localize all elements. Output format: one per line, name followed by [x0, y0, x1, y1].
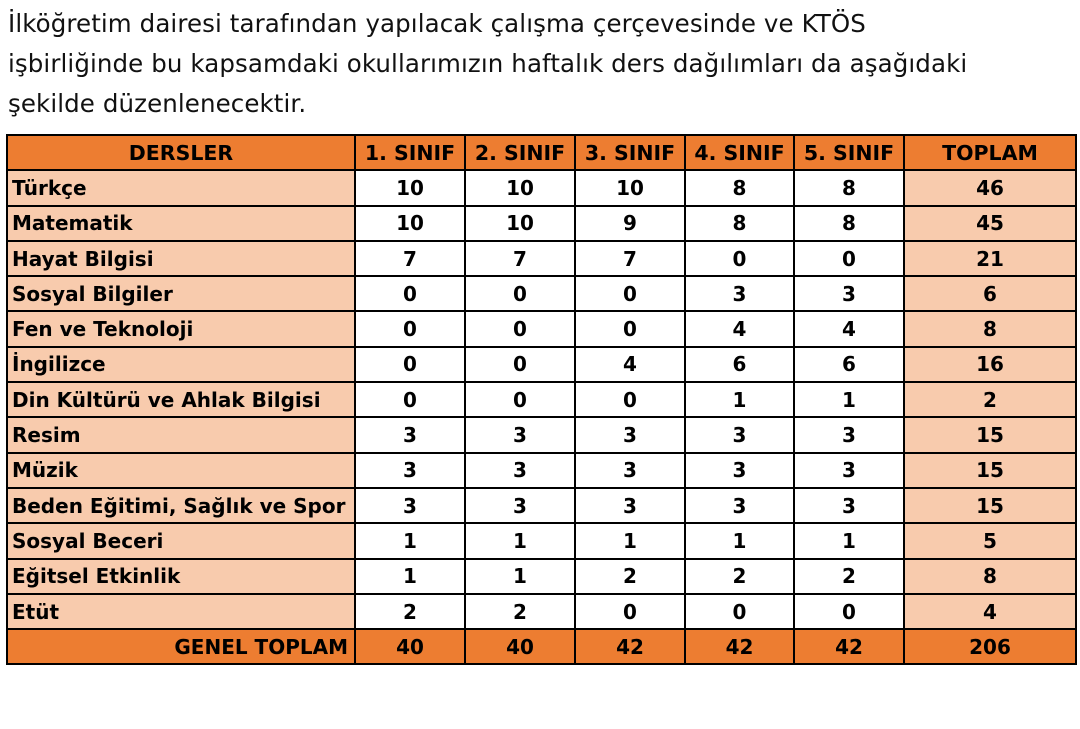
- row-total: 2: [904, 382, 1076, 417]
- grade-1-hours: 7: [355, 241, 465, 276]
- grand-total-cell: 42: [575, 629, 685, 664]
- column-header-subjects: DERSLER: [7, 135, 355, 170]
- column-header-grade-4: 4. SINIF: [685, 135, 794, 170]
- grade-3-hours: 0: [575, 311, 685, 346]
- table-row: [7, 347, 1076, 382]
- table-row: [7, 311, 1076, 346]
- grade-5-hours: 3: [794, 417, 904, 452]
- grade-1-hours: 3: [355, 453, 465, 488]
- table-row: [7, 382, 1076, 417]
- subject-name: Fen ve Teknoloji: [7, 311, 355, 346]
- grade-4-hours: 6: [685, 347, 794, 382]
- grade-5-hours: 0: [794, 594, 904, 629]
- row-total: 16: [904, 347, 1076, 382]
- row-total: 15: [904, 453, 1076, 488]
- grade-3-hours: 7: [575, 241, 685, 276]
- grade-2-hours: 2: [465, 594, 575, 629]
- table-row: [7, 594, 1076, 629]
- subject-name: Müzik: [7, 453, 355, 488]
- column-header-grade-1: 1. SINIF: [355, 135, 465, 170]
- row-total: 8: [904, 311, 1076, 346]
- column-header-total: TOPLAM: [904, 135, 1076, 170]
- grade-5-hours: 6: [794, 347, 904, 382]
- grade-4-hours: 4: [685, 311, 794, 346]
- grade-2-hours: 1: [465, 559, 575, 594]
- grade-2-hours: 3: [465, 453, 575, 488]
- grade-1-hours: 3: [355, 488, 465, 523]
- grade-1-hours: 1: [355, 523, 465, 558]
- grade-4-hours: 3: [685, 453, 794, 488]
- row-total: 8: [904, 559, 1076, 594]
- grade-4-hours: 0: [685, 594, 794, 629]
- column-header-grade-5: 5. SINIF: [794, 135, 904, 170]
- grade-3-hours: 3: [575, 417, 685, 452]
- grade-4-hours: 8: [685, 206, 794, 241]
- grand-total-cell: 42: [685, 629, 794, 664]
- subject-name: Etüt: [7, 594, 355, 629]
- grand-total-cell: 40: [465, 629, 575, 664]
- grade-3-hours: 0: [575, 276, 685, 311]
- subject-name: Sosyal Bilgiler: [7, 276, 355, 311]
- subject-name: Beden Eğitimi, Sağlık ve Spor: [7, 488, 355, 523]
- table-row: [7, 241, 1076, 276]
- grade-5-hours: 3: [794, 488, 904, 523]
- row-total: 15: [904, 488, 1076, 523]
- grade-1-hours: 0: [355, 311, 465, 346]
- column-header-grade-3: 3. SINIF: [575, 135, 685, 170]
- grade-3-hours: 0: [575, 594, 685, 629]
- grade-3-hours: 9: [575, 206, 685, 241]
- grade-4-hours: 3: [685, 276, 794, 311]
- grade-2-hours: 0: [465, 347, 575, 382]
- intro-line: İlköğretim dairesi tarafından yapılacak çalışma çerçevesinde ve KTÖS: [8, 9, 866, 38]
- grade-1-hours: 0: [355, 382, 465, 417]
- grade-4-hours: 1: [685, 523, 794, 558]
- subject-name: Din Kültürü ve Ahlak Bilgisi: [7, 382, 355, 417]
- grade-1-hours: 1: [355, 559, 465, 594]
- grade-3-hours: 10: [575, 170, 685, 205]
- table-row: [7, 488, 1076, 523]
- grade-1-hours: 3: [355, 417, 465, 452]
- table-row: [7, 206, 1076, 241]
- row-total: 46: [904, 170, 1076, 205]
- grade-2-hours: 7: [465, 241, 575, 276]
- grand-total-cell: 42: [794, 629, 904, 664]
- grade-5-hours: 8: [794, 206, 904, 241]
- grade-5-hours: 1: [794, 382, 904, 417]
- row-total: 4: [904, 594, 1076, 629]
- grade-1-hours: 0: [355, 347, 465, 382]
- subject-name: Sosyal Beceri: [7, 523, 355, 558]
- grand-total-sum: 206: [904, 629, 1076, 664]
- grade-5-hours: 4: [794, 311, 904, 346]
- table-row: [7, 523, 1076, 558]
- grade-3-hours: 4: [575, 347, 685, 382]
- subject-name: Matematik: [7, 206, 355, 241]
- row-total: 6: [904, 276, 1076, 311]
- table-body: [7, 170, 1076, 629]
- row-total: 5: [904, 523, 1076, 558]
- grade-4-hours: 0: [685, 241, 794, 276]
- table-row: [7, 417, 1076, 452]
- grade-3-hours: 3: [575, 453, 685, 488]
- grade-1-hours: 0: [355, 276, 465, 311]
- grand-total-label: GENEL TOPLAM: [7, 629, 355, 664]
- grade-2-hours: 3: [465, 417, 575, 452]
- grade-4-hours: 3: [685, 417, 794, 452]
- grade-3-hours: 1: [575, 523, 685, 558]
- grade-5-hours: 3: [794, 276, 904, 311]
- subject-name: Türkçe: [7, 170, 355, 205]
- grand-total-cell: 40: [355, 629, 465, 664]
- grade-2-hours: 0: [465, 276, 575, 311]
- grade-4-hours: 1: [685, 382, 794, 417]
- grade-4-hours: 8: [685, 170, 794, 205]
- grade-5-hours: 8: [794, 170, 904, 205]
- header-row: [7, 135, 1076, 170]
- weekly-lesson-table: [6, 134, 1077, 665]
- row-total: 21: [904, 241, 1076, 276]
- grade-3-hours: 3: [575, 488, 685, 523]
- grade-1-hours: 10: [355, 206, 465, 241]
- row-total: 45: [904, 206, 1076, 241]
- grade-5-hours: 3: [794, 453, 904, 488]
- subject-name: Eğitsel Etkinlik: [7, 559, 355, 594]
- subject-name: Resim: [7, 417, 355, 452]
- grade-2-hours: 1: [465, 523, 575, 558]
- grade-4-hours: 2: [685, 559, 794, 594]
- grade-1-hours: 2: [355, 594, 465, 629]
- grade-3-hours: 0: [575, 382, 685, 417]
- grade-3-hours: 2: [575, 559, 685, 594]
- column-header-grade-2: 2. SINIF: [465, 135, 575, 170]
- grade-2-hours: 0: [465, 382, 575, 417]
- table-row: [7, 559, 1076, 594]
- grade-2-hours: 3: [465, 488, 575, 523]
- grade-4-hours: 3: [685, 488, 794, 523]
- grade-1-hours: 10: [355, 170, 465, 205]
- grade-2-hours: 0: [465, 311, 575, 346]
- grade-5-hours: 1: [794, 523, 904, 558]
- grade-5-hours: 0: [794, 241, 904, 276]
- grade-5-hours: 2: [794, 559, 904, 594]
- grade-2-hours: 10: [465, 170, 575, 205]
- table-row: [7, 170, 1076, 205]
- grand-total-row: [7, 629, 1076, 664]
- intro-paragraph: [8, 4, 1074, 124]
- subject-name: İngilizce: [7, 347, 355, 382]
- intro-line: işbirliğinde bu kapsamdaki okullarımızın haftalık ders dağılımları da aşağıdaki: [8, 49, 968, 78]
- table-row: [7, 276, 1076, 311]
- intro-line: şekilde düzenlenecektir.: [8, 89, 307, 118]
- subject-name: Hayat Bilgisi: [7, 241, 355, 276]
- row-total: 15: [904, 417, 1076, 452]
- table-row: [7, 453, 1076, 488]
- grade-2-hours: 10: [465, 206, 575, 241]
